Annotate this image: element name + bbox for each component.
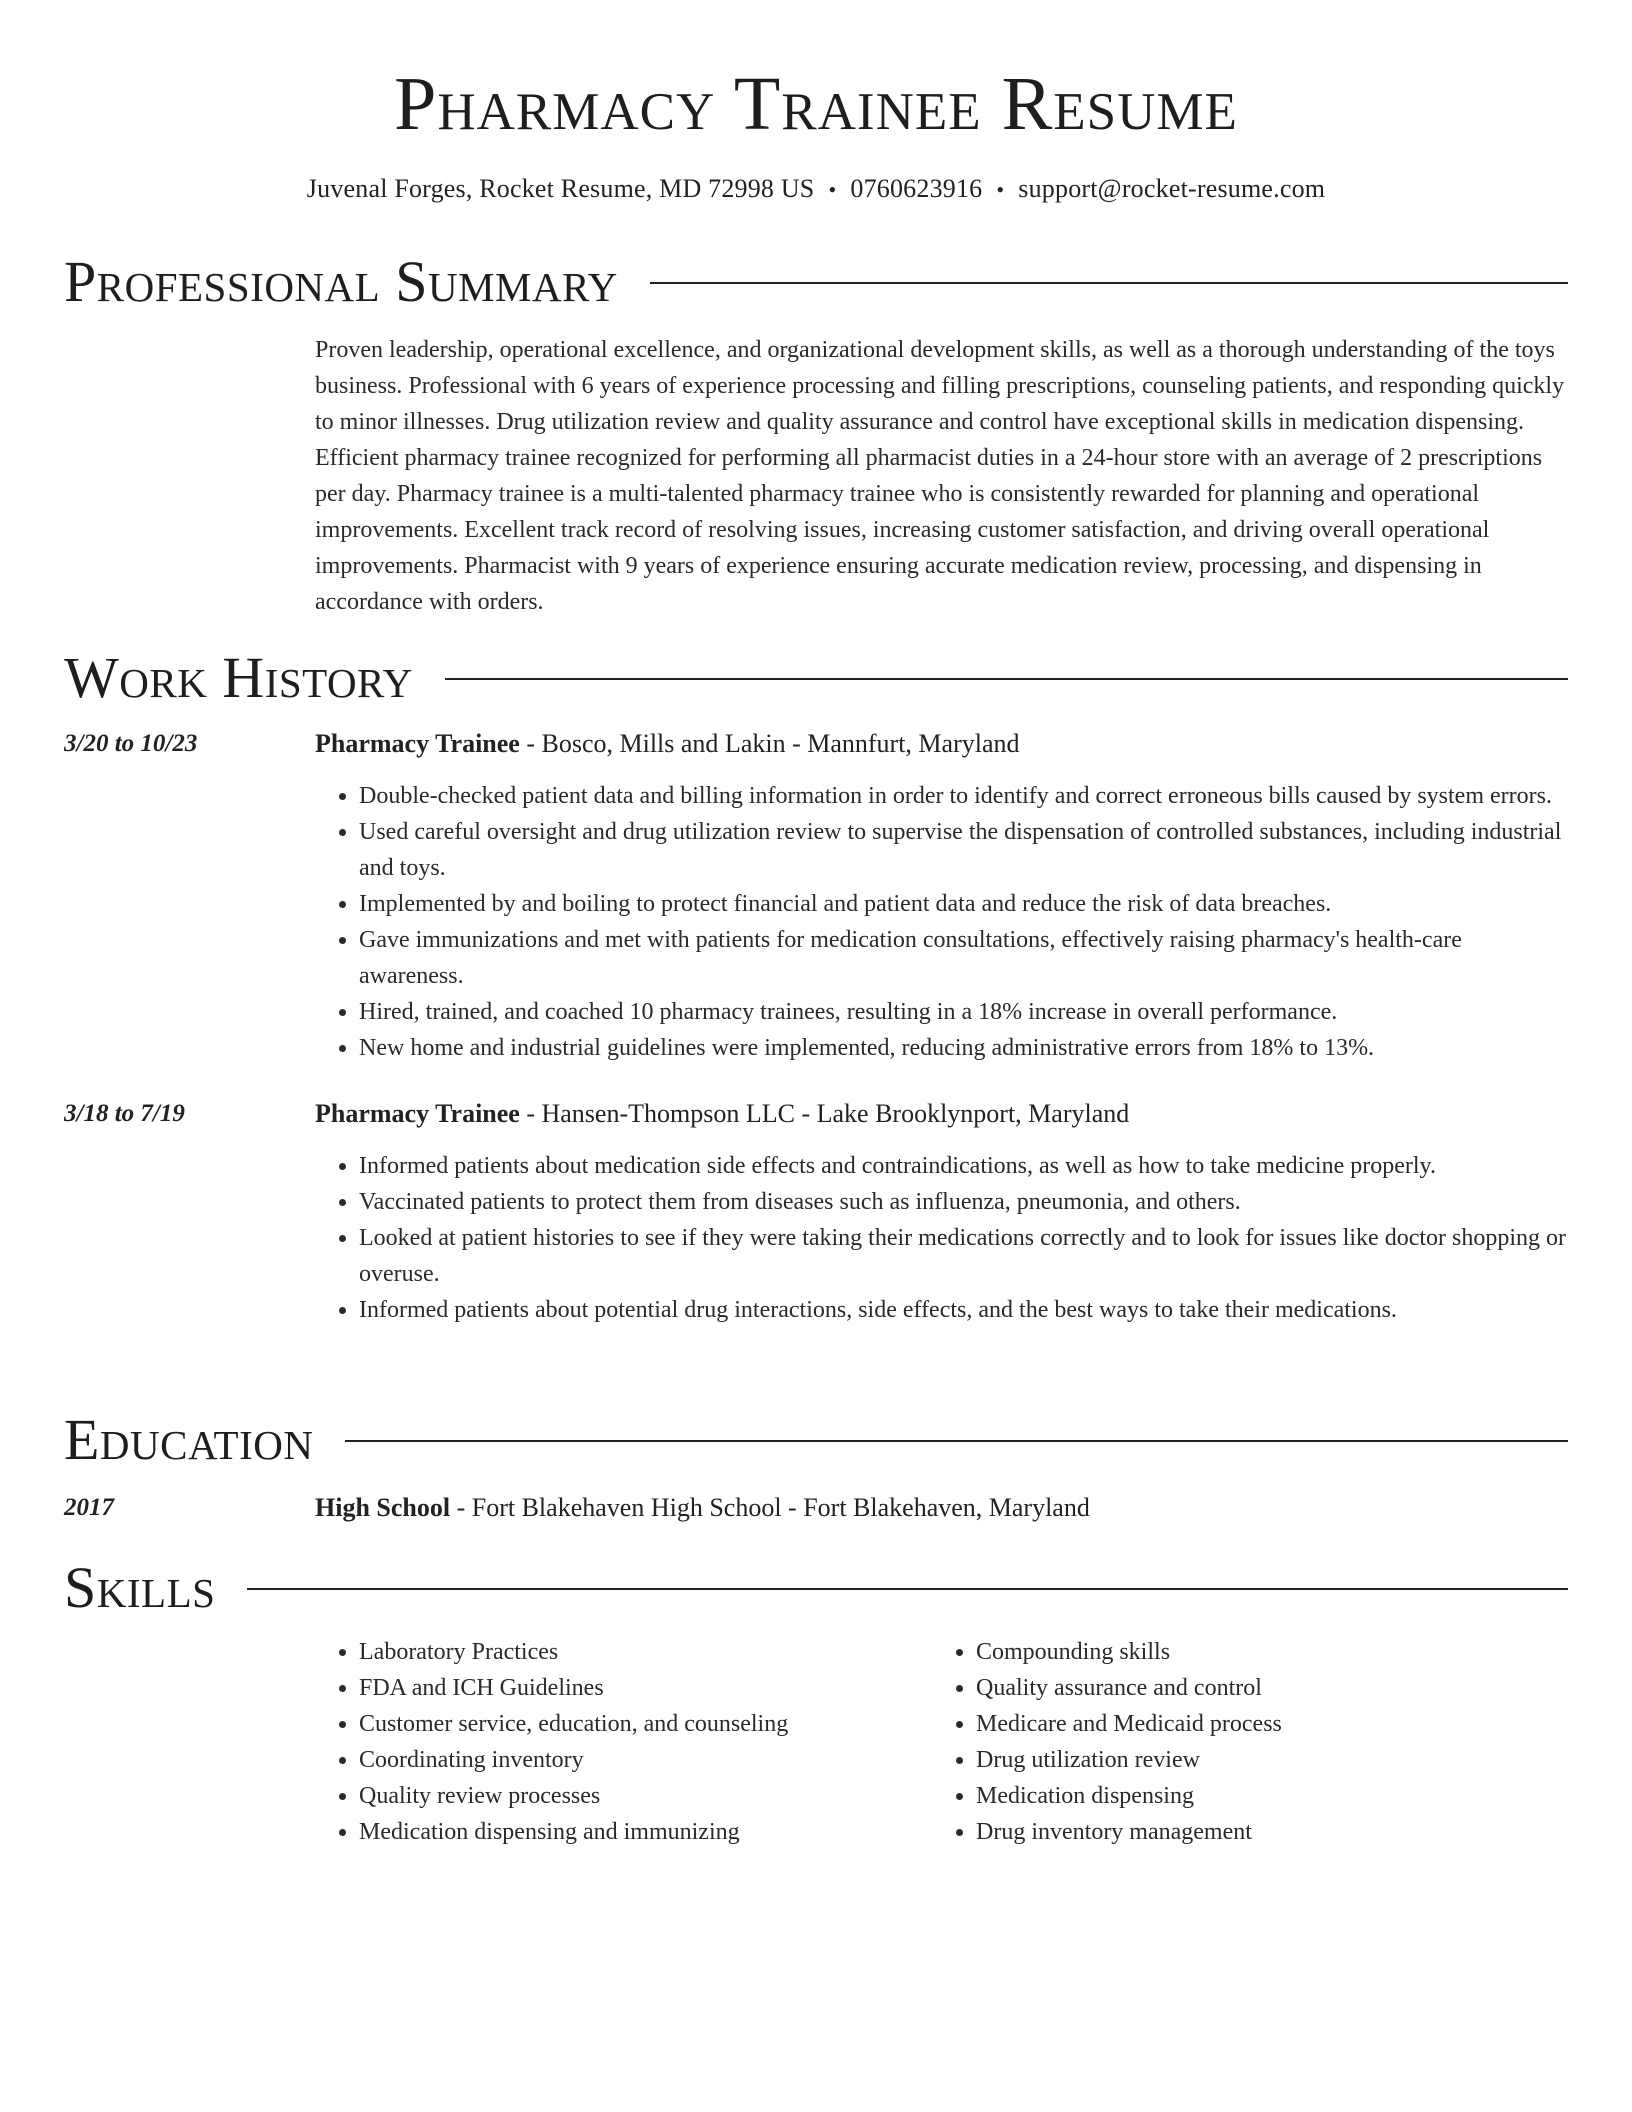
contact-phone: 0760623916	[850, 174, 983, 203]
education-year: 2017	[64, 1494, 114, 1521]
job-details: - Bosco, Mills and Lakin - Mannfurt, Maryland	[519, 729, 1020, 758]
contact-line	[0, 174, 1632, 204]
work-history-heading	[64, 646, 1568, 710]
skill-item: • Medication dispensing	[976, 1778, 1549, 1814]
summary-text: Proven leadership, operational excellence, and organizational development skills, as well as a thorough understanding of the toys business. Professional with 6 years of experience processing and filling prescriptions, counseling patients, and responding quickly to minor illnesses. Drug utilization review and quality assurance and control have exceptional skills in medication dispensing. Efficient pharmacy trainee recognized for performing all pharmacist duties in a 24-hour store with an average of 2 prescriptions per day. Pharmacy trainee is a multi-talented pharmacy trainee who is consistently rewarded for planning and operational improvements. Excellent track record of resolving issues, increasing customer satisfaction, and driving overall operational improvements. Pharmacist with 9 years of experience ensuring accurate medication review, processing, and dispensing in accordance with orders.	[315, 337, 1565, 615]
heading-rule	[445, 678, 1568, 680]
job-bullet: • Vaccinated patients to protect them from diseases such as influenza, pneumonia, and others.	[359, 1184, 1568, 1220]
job-body	[315, 726, 1568, 1066]
heading-rule	[247, 1588, 1568, 1590]
summary-heading-text: Professional Summary	[64, 249, 618, 314]
job-entry	[64, 1096, 1568, 1328]
job-bullet: • Hired, trained, and coached 10 pharmacy trainees, resulting in a 18% increase in overall performance.	[359, 994, 1568, 1030]
heading-rule	[345, 1440, 1568, 1442]
job-bullet: • Implemented by and boiling to protect financial and patient data and reduce the risk of data breaches.	[359, 886, 1568, 922]
education-entry	[64, 1490, 1568, 1526]
education-details: - Fort Blakehaven High School - Fort Blakehaven, Maryland	[450, 1493, 1090, 1522]
summary-section	[64, 250, 1568, 620]
skills-heading-text: Skills	[64, 1555, 216, 1620]
skill-item: • Drug inventory management	[976, 1814, 1549, 1850]
job-details: - Hansen-Thompson LLC - Lake Brooklynport, Maryland	[519, 1099, 1130, 1128]
skills-column-right	[932, 1634, 1549, 1850]
skill-item: • Medication dispensing and immunizing	[359, 1814, 932, 1850]
education-heading-line	[315, 1490, 1568, 1526]
job-bullet: • Looked at patient histories to see if they were taking their medications correctly and to look for issues like doctor shopping or overuse.	[359, 1220, 1568, 1292]
skill-item: • Coordinating inventory	[359, 1742, 932, 1778]
job-body	[315, 1096, 1568, 1328]
contact-separator: •	[996, 177, 1005, 202]
job-role: Pharmacy Trainee	[315, 1099, 520, 1128]
job-bullet: • Informed patients about medication side effects and contraindications, as well as how to take medicine properly.	[359, 1148, 1568, 1184]
education-section	[64, 1408, 1568, 1526]
job-bullet: • New home and industrial guidelines were implemented, reducing administrative errors from 18% to 13%.	[359, 1030, 1568, 1066]
skill-item: • Quality review processes	[359, 1778, 932, 1814]
skill-item: • Drug utilization review	[976, 1742, 1549, 1778]
work-history-heading-text: Work History	[64, 645, 413, 710]
resume-title: Pharmacy Trainee Resume	[394, 62, 1238, 146]
education-degree: High School	[315, 1493, 451, 1522]
job-heading	[315, 726, 1568, 762]
skill-item: • Medicare and Medicaid process	[976, 1706, 1549, 1742]
summary-heading	[64, 250, 1568, 314]
skills-column-left	[315, 1634, 932, 1850]
job-heading	[315, 1096, 1568, 1132]
skill-item: • Customer service, education, and counseling	[359, 1706, 932, 1742]
work-history-section	[64, 646, 1568, 1328]
job-bullet: • Double-checked patient data and billing information in order to identify and correct erroneous bills caused by system errors.	[359, 778, 1568, 814]
job-bullets	[315, 778, 1568, 1066]
job-entry	[64, 726, 1568, 1066]
skill-item: • FDA and ICH Guidelines	[359, 1670, 932, 1706]
job-dates: 3/20 to 10/23	[64, 730, 198, 757]
job-bullet: • Gave immunizations and met with patients for medication consultations, effectively raising pharmacy's health-care awareness.	[359, 922, 1568, 994]
contact-email: support@rocket-resume.com	[1018, 174, 1326, 203]
education-body	[315, 1490, 1568, 1526]
job-bullets	[315, 1148, 1568, 1328]
contact-separator: •	[828, 177, 837, 202]
skills-grid	[315, 1634, 1568, 1850]
education-heading-text: Education	[64, 1407, 314, 1472]
skills-section	[64, 1556, 1568, 1850]
skills-heading	[64, 1556, 1568, 1620]
heading-rule	[650, 282, 1568, 284]
skill-item: • Laboratory Practices	[359, 1634, 932, 1670]
education-heading	[64, 1408, 1568, 1472]
job-bullet: • Informed patients about potential drug interactions, side effects, and the best ways to take their medications.	[359, 1292, 1568, 1328]
job-bullet: • Used careful oversight and drug utilization review to supervise the dispensation of controlled substances, including industrial and toys.	[359, 814, 1568, 886]
skill-item: • Compounding skills	[976, 1634, 1549, 1670]
skill-item: • Quality assurance and control	[976, 1670, 1549, 1706]
job-role: Pharmacy Trainee	[315, 729, 520, 758]
contact-address: Juvenal Forges, Rocket Resume, MD 72998 US	[306, 174, 815, 203]
job-dates: 3/18 to 7/19	[64, 1100, 185, 1127]
